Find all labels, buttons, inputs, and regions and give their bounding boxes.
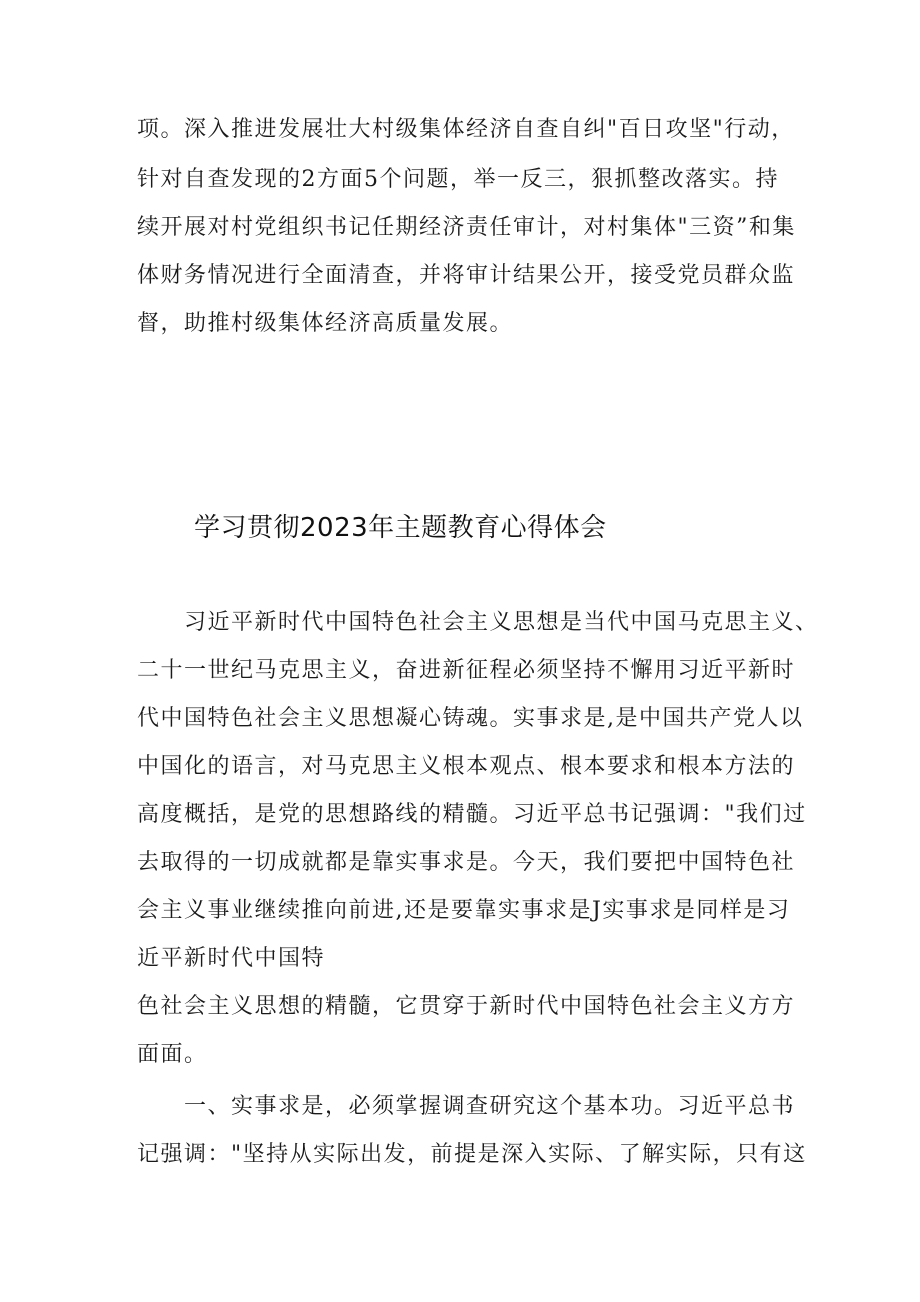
body-line: 高度概括，是党的思想路线的精髓。习近平总书记强调："我们过	[137, 802, 807, 827]
continuation-line: 体财务情况进行全面清查，并将审计结果公开，接受党员群众监	[137, 263, 796, 288]
continuation-line: 续开展对村党组织书记任期经济责任审计，对村集体"三资”和集	[137, 215, 796, 240]
body-line: 记强调："坚持从实际出发，前提是深入实际、了解实际，只有这	[137, 1142, 807, 1167]
continuation-line: 督，助推村级集体经济高质量发展。	[137, 311, 514, 336]
body-line: 习近平新时代中国特色社会主义思想是当代中国马克思主义、	[184, 610, 819, 635]
body-line: 代中国特色社会主义思想凝心铸魂。实事求是,是中国共产党人以	[137, 706, 804, 731]
body-line: 会主义事业继续推向前进,还是要靠实事求是J实事求是同样是习	[137, 898, 791, 923]
body-line: 面面。	[137, 1042, 208, 1067]
body-line: 中国化的语言，对马克思主义根本观点、根本要求和根本方法的	[137, 754, 796, 779]
continuation-line: 项。深入推进发展壮大村级集体经济自查自纠"百日攻坚"行动，	[137, 117, 795, 142]
body-line: 二十一世纪马克思主义，奋进新征程必须坚持不懈用习近平新时	[137, 658, 796, 683]
continuation-line: 针对自查发现的2方面5个问题，举一反三，狠抓整改落实。持	[137, 167, 779, 192]
body-line: 一、实事求是，必须掌握调查研究这个基本功。习近平总书	[184, 1094, 796, 1119]
document-title: 学习贯彻2023年主题教育心得体会	[194, 513, 607, 543]
body-line: 色社会主义思想的精髓，它贯穿于新时代中国特色社会主义方方	[137, 994, 796, 1019]
body-line: 去取得的一切成就都是靠实事求是。今天，我们要把中国特色社	[137, 850, 796, 875]
body-line: 近平新时代中国特	[137, 946, 326, 971]
